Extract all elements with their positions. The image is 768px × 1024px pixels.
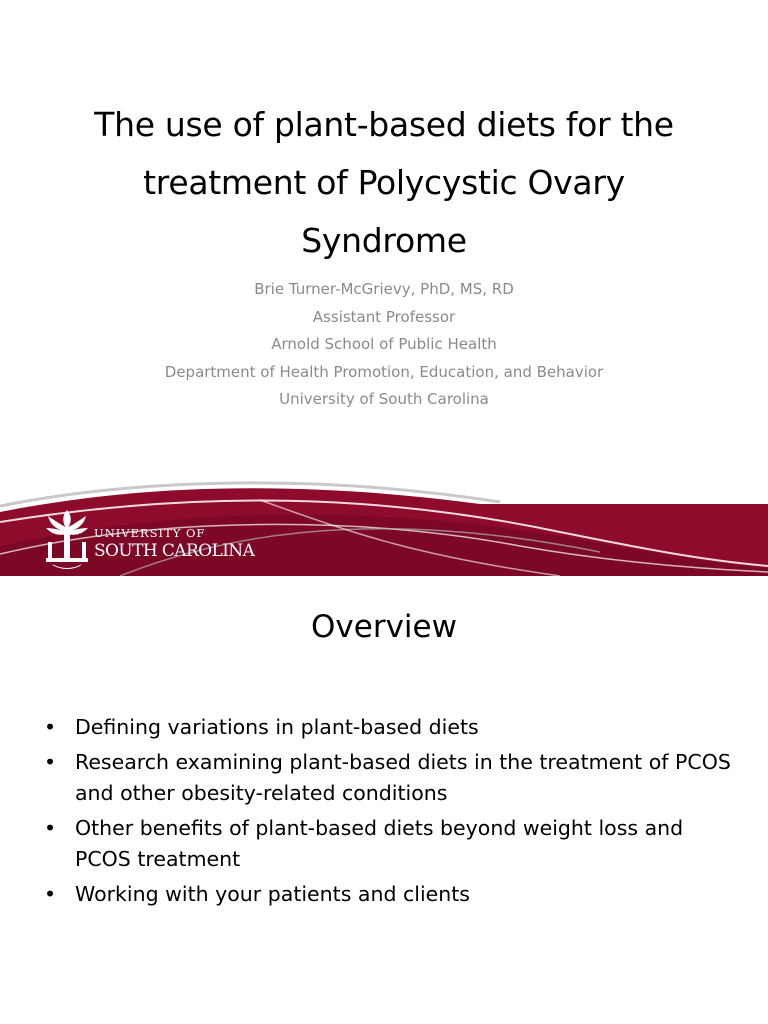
slide-title xyxy=(40,96,728,270)
bullet-item xyxy=(44,879,734,910)
author-school: Arnold School of Public Health xyxy=(271,335,497,353)
title-line: The use of plant-based diets for the xyxy=(94,105,674,144)
bullet-text: Research examining plant-based diets in the treatment of PCOS and other obesity-related conditions xyxy=(75,750,731,805)
bullet-item xyxy=(44,712,734,743)
bullet-text: Defining variations in plant-based diets xyxy=(75,715,479,739)
author-department: Department of Health Promotion, Education, and Behavior xyxy=(164,362,604,381)
title-line: Syndrome xyxy=(301,221,467,260)
title-line: treatment of Polycystic Ovary xyxy=(143,163,625,202)
bullet-icon: • xyxy=(44,750,57,774)
bullet-text: Other benefits of plant-based diets beyond weight loss and PCOS treatment xyxy=(75,816,684,871)
palmetto-tree-icon xyxy=(44,510,90,570)
bullet-text: Working with your patients and clients xyxy=(75,882,470,906)
bullet-icon: • xyxy=(44,882,57,906)
overview-slide xyxy=(0,576,768,1024)
bullet-icon: • xyxy=(44,816,57,840)
logo-text-south-carolina: SOUTH CAROLINA xyxy=(94,541,255,561)
author-block xyxy=(40,276,728,414)
bullet-item xyxy=(44,747,734,809)
university-logo xyxy=(44,510,274,570)
author-name: Brie Turner-McGrievy, PhD, MS, RD xyxy=(254,280,514,298)
bullet-item xyxy=(44,813,734,875)
bullet-icon: • xyxy=(44,715,57,739)
author-position: Assistant Professor xyxy=(312,307,456,326)
logo-text-university-of: UNIVERSITY OF xyxy=(94,526,206,540)
overview-heading: Overview xyxy=(311,609,457,645)
author-university: University of South Carolina xyxy=(279,390,489,408)
overview-bullet-list xyxy=(44,712,734,914)
